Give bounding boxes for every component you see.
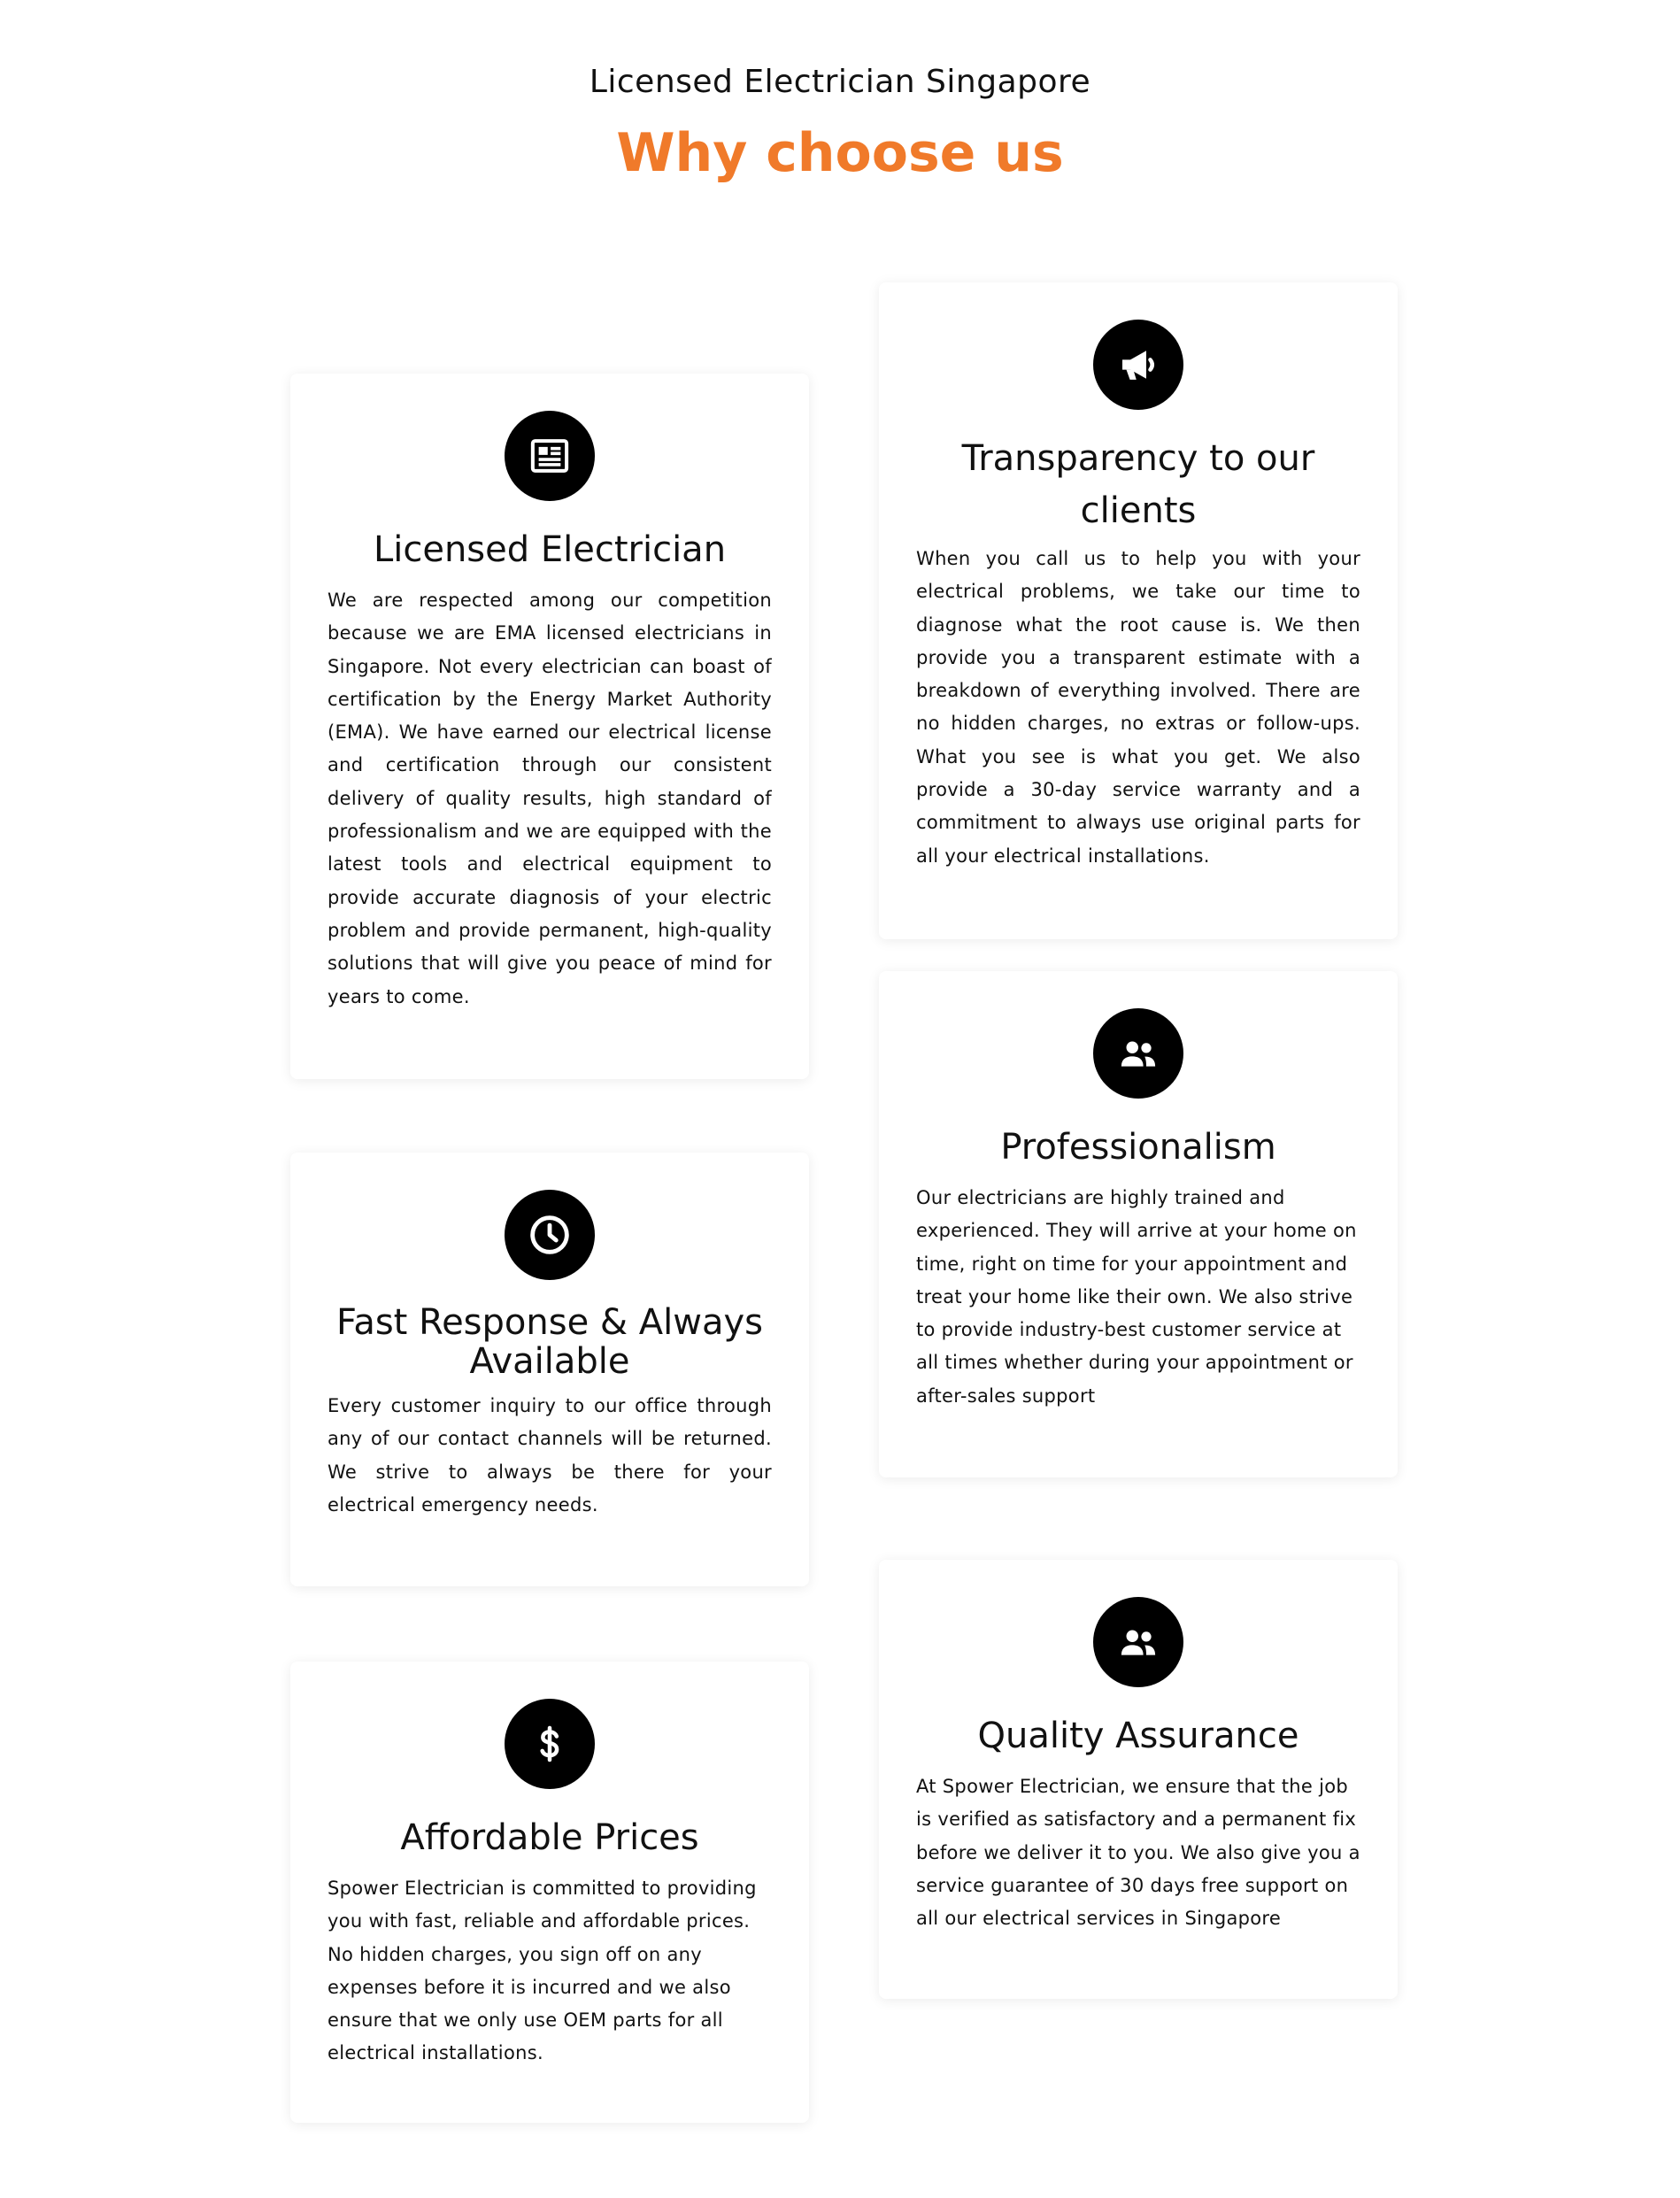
feature-card-affordable-prices (290, 1662, 809, 2123)
card-description: Our electricians are highly trained and experienced. They will arrive at your home on time, right on time for your appointment and treat your home like their own. We also strive to provide industry-best customer service at all times whether during your appointment or after-sales support (916, 1187, 1357, 1407)
card-description: Spower Electrician is committed to providing you with fast, reliable and affordable prices. No hidden charges, you sign off on any expenses before it is incurred and we also ensure that we only use OEM parts for all electrical installations. (328, 1878, 757, 2064)
feature-card-licensed-electrician (290, 374, 809, 1079)
section-eyebrow: Licensed Electrician Singapore (589, 64, 1091, 100)
people-icon (1093, 1008, 1183, 1099)
card-title: Transparency to our clients (961, 438, 1315, 531)
people-icon (1093, 1597, 1183, 1687)
feature-card-transparency (879, 282, 1398, 939)
feature-card-fast-response (290, 1153, 809, 1586)
card-description: At Spower Electrician, we ensure that the job is verified as satisfactory and a permanent fix before we deliver it to you. We also give you a service guarantee of 30 days free support on all our electrical services in Singapore (916, 1776, 1360, 1930)
section-title: Why choose us (616, 122, 1064, 184)
card-title: Fast Response & Always Available (335, 1302, 764, 1382)
card-title: Quality Assurance (977, 1716, 1299, 1756)
feature-card-professionalism (879, 971, 1398, 1477)
card-description: We are respected among our competition because we are EMA licensed electricians in Singapore. Not every electrician can boast of certification by the Energy Market Authority (EMA). We have earned our electrical license and certification through our consistent delivery of quality results, high standard of professionalism and we are equipped with the latest tools and electrical equipment to provide accurate diagnosis of your electric problem and provide permanent, high-quality solutions that will give you peace of mind for years to come. (328, 590, 772, 1007)
card-description: Every customer inquiry to our office through any of our contact channels will be returned. We strive to always be there for your electrical emergency needs. (328, 1395, 772, 1515)
card-title: Professionalism (1000, 1127, 1276, 1168)
card-title: Affordable Prices (400, 1817, 699, 1858)
card-description: When you call us to help you with your electrical problems, we take our time to diagnose what the root cause is. We then provide you a transparent estimate with a breakdown of everything involved. There are no hidden charges, no extras or follow-ups. What you see is what you get. We also provide a 30-day service warranty and a commitment to always use original parts for all your electrical installations. (916, 548, 1360, 867)
dollar-icon (505, 1699, 595, 1789)
clock-icon (505, 1190, 595, 1280)
feature-card-quality-assurance (879, 1560, 1398, 1999)
megaphone-icon (1093, 320, 1183, 410)
newspaper-icon (505, 411, 595, 501)
card-title: Licensed Electrician (373, 529, 727, 570)
